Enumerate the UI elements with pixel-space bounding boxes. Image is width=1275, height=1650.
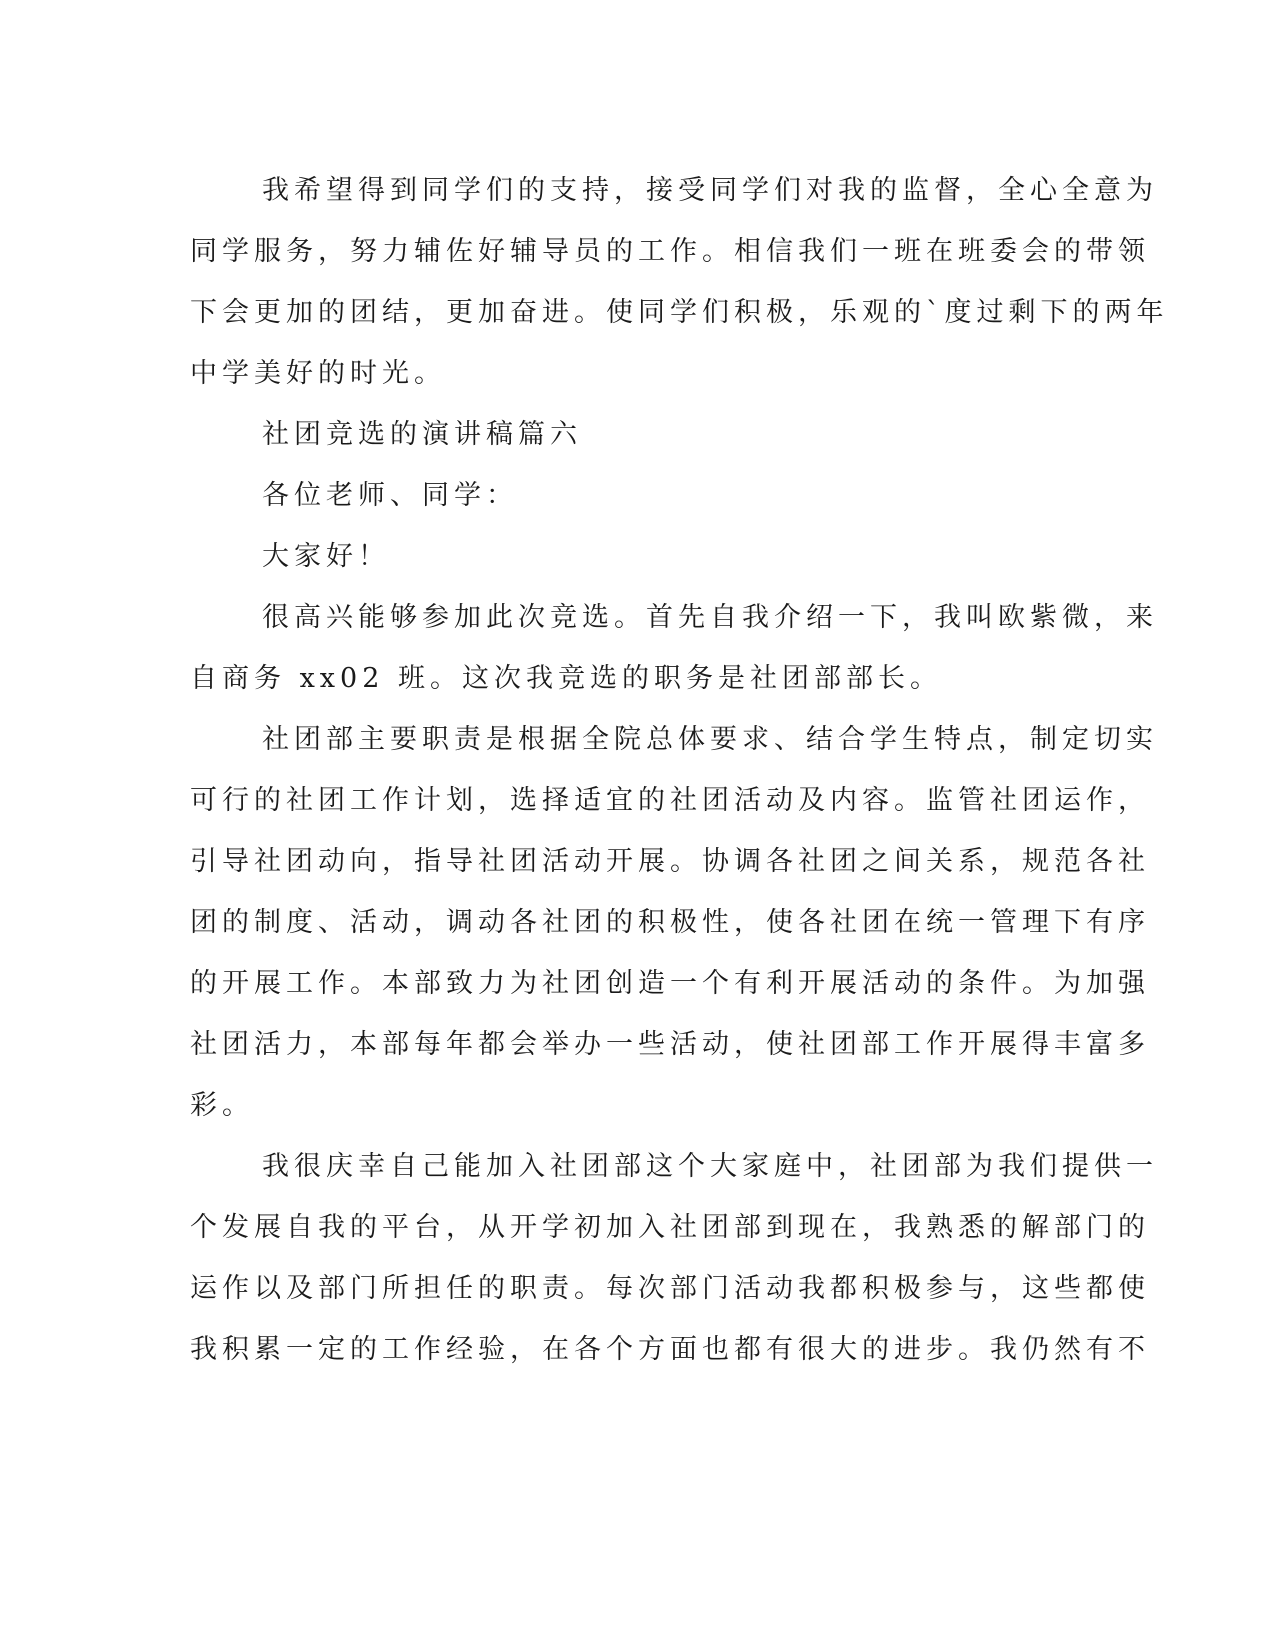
salutation-line: 各位老师、同学： (262, 480, 518, 511)
paragraph-line: 引导社团动向，指导社团活动开展。协调各社团之间关系，规范各社 (190, 846, 1150, 877)
greeting-line: 大家好！ (262, 541, 390, 572)
paragraph-line: 个发展自我的平台，从开学初加入社团部到现在，我熟悉的解部门的 (190, 1212, 1150, 1243)
paragraph-line: 我很庆幸自己能加入社团部这个大家庭中，社团部为我们提供一 (262, 1151, 1158, 1182)
document-body (190, 160, 1169, 1380)
paragraph-line: 社团活力，本部每年都会举办一些活动，使社团部工作开展得丰富多 (190, 1029, 1150, 1060)
paragraph-line: 中学美好的时光。 (190, 358, 446, 389)
section-heading (190, 404, 1082, 465)
paragraph-line: 我希望得到同学们的支持，接受同学们对我的监督，全心全意为 (262, 175, 1158, 206)
paragraph-introduction (190, 587, 1158, 709)
heading-line: 社团竞选的演讲稿篇六 (262, 419, 582, 450)
paragraph-duties (190, 709, 1158, 1136)
paragraph-line: 社团部主要职责是根据全院总体要求、结合学生特点，制定切实 (262, 724, 1158, 755)
paragraph-line: 我积累一定的工作经验，在各个方面也都有很大的进步。我仍然有不 (190, 1334, 1150, 1365)
greeting (190, 526, 1082, 587)
paragraph-line: 可行的社团工作计划，选择适宜的社团活动及内容。监管社团运作， (190, 785, 1150, 816)
paragraph-line: 团的制度、活动，调动各社团的积极性，使各社团在统一管理下有序 (190, 907, 1150, 938)
paragraph-line: 自商务 xx02 班。这次我竞选的职务是社团部部长。 (190, 663, 942, 694)
paragraph-line: 同学服务，努力辅佐好辅导员的工作。相信我们一班在班委会的带领 (190, 236, 1150, 267)
paragraph-line: 下会更加的团结，更加奋进。使同学们积极，乐观的`度过剩下的两年 (190, 297, 1169, 328)
paragraph-line: 很高兴能够参加此次竞选。首先自我介绍一下，我叫欧紫微，来 (262, 602, 1158, 633)
paragraph-1 (190, 160, 1169, 404)
paragraph-experience (190, 1136, 1158, 1380)
paragraph-line: 彩。 (190, 1090, 254, 1121)
paragraph-line: 的开展工作。本部致力为社团创造一个有利开展活动的条件。为加强 (190, 968, 1150, 999)
salutation (190, 465, 1082, 526)
paragraph-line: 运作以及部门所担任的职责。每次部门活动我都积极参与，这些都使 (190, 1273, 1150, 1304)
